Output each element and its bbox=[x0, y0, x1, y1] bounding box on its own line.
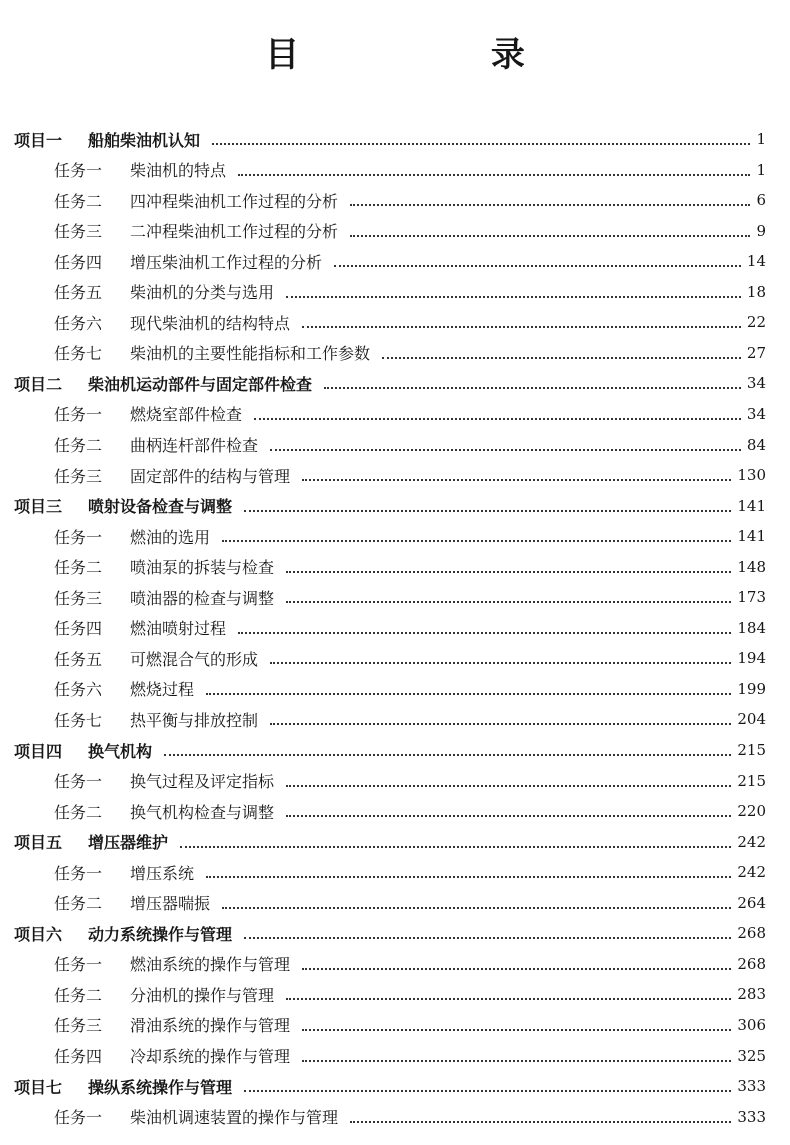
entry-label: 任务三 bbox=[54, 466, 103, 486]
dot-leader bbox=[302, 479, 731, 481]
page-number: 6 bbox=[756, 191, 766, 210]
page-number: 1 bbox=[756, 160, 766, 179]
toc-task-entry bbox=[54, 613, 766, 643]
entry-label: 任务五 bbox=[54, 649, 103, 669]
page-number: 22 bbox=[746, 313, 766, 332]
entry-label: 任务二 bbox=[54, 191, 103, 211]
entry-label: 任务二 bbox=[54, 985, 103, 1005]
page-number: 18 bbox=[746, 282, 766, 301]
entry-title: 操纵系统操作与管理 bbox=[88, 1077, 233, 1097]
entry-label: 任务五 bbox=[54, 283, 103, 303]
page-number: 84 bbox=[746, 435, 766, 454]
page-number: 204 bbox=[737, 710, 766, 729]
entry-title: 分油机的操作与管理 bbox=[130, 985, 275, 1005]
page-number: 325 bbox=[737, 1046, 766, 1065]
page-number: 306 bbox=[737, 1015, 766, 1034]
dot-leader bbox=[302, 968, 731, 970]
dot-leader bbox=[164, 754, 731, 756]
entry-label: 任务三 bbox=[54, 222, 103, 242]
entry-label: 项目二 bbox=[14, 374, 63, 394]
dot-leader bbox=[244, 510, 731, 512]
dot-leader bbox=[222, 540, 731, 542]
entry-title: 燃烧室部件检查 bbox=[130, 405, 243, 425]
dot-leader bbox=[350, 235, 750, 237]
entry-title: 燃油的选用 bbox=[130, 527, 211, 547]
dot-leader bbox=[222, 907, 731, 909]
page-number: 215 bbox=[737, 741, 766, 759]
toc-task-entry bbox=[54, 582, 766, 612]
entry-label: 项目四 bbox=[14, 741, 63, 761]
page-number: 14 bbox=[746, 252, 766, 271]
page-number: 264 bbox=[737, 893, 766, 912]
dot-leader bbox=[286, 601, 731, 603]
dot-leader bbox=[244, 1090, 731, 1092]
entry-label: 任务六 bbox=[54, 313, 103, 333]
entry-label: 项目三 bbox=[14, 497, 63, 517]
entry-title: 燃烧过程 bbox=[130, 680, 195, 700]
page-number: 141 bbox=[737, 496, 766, 515]
page-number: 34 bbox=[746, 374, 766, 393]
toc-task-entry bbox=[54, 430, 766, 460]
entry-label: 任务一 bbox=[54, 955, 103, 975]
page-number: 242 bbox=[737, 863, 766, 882]
toc-task-entry bbox=[54, 155, 766, 185]
dot-leader bbox=[180, 846, 731, 848]
page-number: 268 bbox=[737, 924, 766, 943]
entry-label: 任务四 bbox=[54, 1047, 103, 1066]
entry-title: 喷油器的检查与调整 bbox=[130, 588, 275, 608]
dot-leader bbox=[286, 785, 731, 787]
entry-title: 柴油机调速装置的操作与管理 bbox=[130, 1108, 339, 1128]
page-number: 220 bbox=[737, 802, 766, 821]
dot-leader bbox=[270, 662, 731, 664]
toc-task-entry bbox=[54, 1041, 766, 1071]
dot-leader bbox=[302, 1029, 731, 1031]
dot-leader bbox=[212, 143, 750, 145]
entry-title: 动力系统操作与管理 bbox=[88, 924, 233, 944]
toc-project-entry bbox=[14, 1071, 766, 1101]
page-number: 130 bbox=[737, 466, 766, 485]
entry-title: 柴油机的主要性能指标和工作参数 bbox=[130, 344, 371, 364]
dot-leader bbox=[324, 387, 741, 389]
dot-leader bbox=[238, 632, 731, 634]
toc-task-entry bbox=[54, 766, 766, 796]
dot-leader bbox=[350, 204, 750, 206]
entry-title: 换气机构 bbox=[88, 741, 153, 761]
toc-task-entry bbox=[54, 949, 766, 979]
entry-label: 任务一 bbox=[54, 527, 103, 547]
toc-task-entry bbox=[54, 552, 766, 582]
entry-label: 任务二 bbox=[54, 436, 103, 455]
entry-title: 换气机构检查与调整 bbox=[130, 802, 275, 822]
entry-label: 任务三 bbox=[54, 588, 103, 608]
toc-task-entry bbox=[54, 796, 766, 826]
entry-label: 任务一 bbox=[54, 772, 103, 792]
entry-title: 增压器维护 bbox=[88, 833, 169, 853]
entry-label: 任务七 bbox=[54, 710, 103, 730]
entry-label: 任务四 bbox=[54, 619, 103, 639]
dot-leader bbox=[244, 937, 731, 939]
page-number: 27 bbox=[746, 343, 766, 362]
dot-leader bbox=[302, 326, 741, 328]
toc-task-entry bbox=[54, 1102, 766, 1132]
dot-leader bbox=[270, 449, 741, 451]
page-number: 268 bbox=[737, 954, 766, 973]
entry-title: 喷射设备检查与调整 bbox=[88, 497, 233, 517]
dot-leader bbox=[270, 723, 731, 725]
entry-label: 任务七 bbox=[54, 344, 103, 364]
page-number: 215 bbox=[737, 771, 766, 790]
toc-task-entry bbox=[54, 185, 766, 215]
page-number: 141 bbox=[737, 527, 766, 546]
dot-leader bbox=[254, 418, 741, 420]
entry-label: 项目七 bbox=[14, 1077, 63, 1097]
toc-project-entry bbox=[14, 735, 766, 765]
toc-task-entry bbox=[54, 216, 766, 246]
dot-leader bbox=[334, 265, 741, 267]
page-number: 199 bbox=[737, 679, 766, 698]
dot-leader bbox=[286, 571, 731, 573]
page-number: 173 bbox=[737, 588, 766, 607]
entry-label: 项目五 bbox=[14, 833, 63, 853]
dot-leader bbox=[286, 998, 731, 1000]
entry-title: 柴油机的分类与选用 bbox=[130, 283, 275, 303]
toc-task-entry bbox=[54, 704, 766, 734]
page-number: 333 bbox=[737, 1107, 766, 1126]
toc-project-entry bbox=[14, 368, 766, 398]
dot-leader bbox=[206, 876, 731, 878]
entry-title: 燃油系统的操作与管理 bbox=[130, 955, 291, 975]
toc-task-entry bbox=[54, 521, 766, 551]
toc-task-entry bbox=[54, 460, 766, 490]
entry-label: 任务二 bbox=[54, 558, 103, 578]
entry-title: 燃油喷射过程 bbox=[130, 619, 227, 639]
toc-project-entry bbox=[14, 827, 766, 857]
entry-title: 现代柴油机的结构特点 bbox=[130, 313, 291, 333]
dot-leader bbox=[238, 174, 750, 176]
entry-label: 任务一 bbox=[54, 1108, 103, 1128]
page-number: 184 bbox=[737, 618, 766, 637]
toc-task-entry bbox=[54, 307, 766, 337]
entry-title: 固定部件的结构与管理 bbox=[130, 466, 291, 486]
toc-task-entry bbox=[54, 643, 766, 673]
page-number: 242 bbox=[737, 832, 766, 851]
dot-leader bbox=[302, 1060, 731, 1062]
page-number: 34 bbox=[746, 404, 766, 423]
page-number: 283 bbox=[737, 985, 766, 1004]
entry-title: 增压系统 bbox=[130, 863, 195, 883]
page-number: 194 bbox=[737, 649, 766, 668]
entry-title: 柴油机运动部件与固定部件检查 bbox=[88, 374, 313, 394]
dot-leader bbox=[350, 1121, 731, 1123]
entry-title: 可燃混合气的形成 bbox=[130, 649, 259, 669]
entry-label: 任务一 bbox=[54, 405, 103, 425]
page-number: 333 bbox=[737, 1077, 766, 1096]
toc-task-entry bbox=[54, 857, 766, 887]
entry-title: 船舶柴油机认知 bbox=[88, 130, 201, 150]
entry-title: 柴油机的特点 bbox=[130, 161, 227, 181]
page-number: 148 bbox=[737, 557, 766, 576]
toc-task-entry bbox=[54, 246, 766, 276]
entry-label: 项目六 bbox=[14, 924, 63, 944]
toc-project-entry bbox=[14, 918, 766, 948]
entry-title: 滑油系统的操作与管理 bbox=[130, 1016, 291, 1036]
entry-title: 四冲程柴油机工作过程的分析 bbox=[130, 191, 339, 211]
entry-label: 任务二 bbox=[54, 802, 103, 822]
toc-task-entry bbox=[54, 338, 766, 368]
entry-title: 喷油泵的拆装与检查 bbox=[130, 558, 275, 578]
toc-task-entry bbox=[54, 1010, 766, 1040]
dot-leader bbox=[286, 815, 731, 817]
dot-leader bbox=[382, 357, 741, 359]
entry-label: 项目一 bbox=[14, 130, 63, 150]
toc-task-entry bbox=[54, 277, 766, 307]
dot-leader bbox=[286, 296, 741, 298]
entry-label: 任务二 bbox=[54, 894, 103, 914]
toc-task-entry bbox=[54, 979, 766, 1009]
entry-label: 任务四 bbox=[54, 252, 103, 272]
entry-title: 增压器喘振 bbox=[130, 894, 211, 914]
toc-task-entry bbox=[54, 674, 766, 704]
entry-label: 任务一 bbox=[54, 161, 103, 181]
entry-title: 冷却系统的操作与管理 bbox=[130, 1047, 291, 1066]
entry-title: 换气过程及评定指标 bbox=[130, 772, 275, 792]
entry-label: 任务六 bbox=[54, 680, 103, 700]
page-number: 9 bbox=[756, 221, 766, 240]
toc-task-entry bbox=[54, 888, 766, 918]
entry-label: 任务三 bbox=[54, 1016, 103, 1036]
entry-title: 曲柄连杆部件检查 bbox=[130, 436, 259, 455]
toc-task-entry bbox=[54, 399, 766, 429]
entry-title: 二冲程柴油机工作过程的分析 bbox=[130, 222, 339, 242]
entry-title: 热平衡与排放控制 bbox=[130, 710, 259, 730]
toc-project-entry bbox=[14, 491, 766, 521]
entry-label: 任务一 bbox=[54, 863, 103, 883]
page-title: 目 录 bbox=[265, 35, 615, 75]
entry-title: 增压柴油机工作过程的分析 bbox=[130, 252, 323, 272]
page-number: 1 bbox=[756, 130, 766, 148]
toc-project-entry bbox=[14, 124, 766, 154]
dot-leader bbox=[206, 693, 731, 695]
